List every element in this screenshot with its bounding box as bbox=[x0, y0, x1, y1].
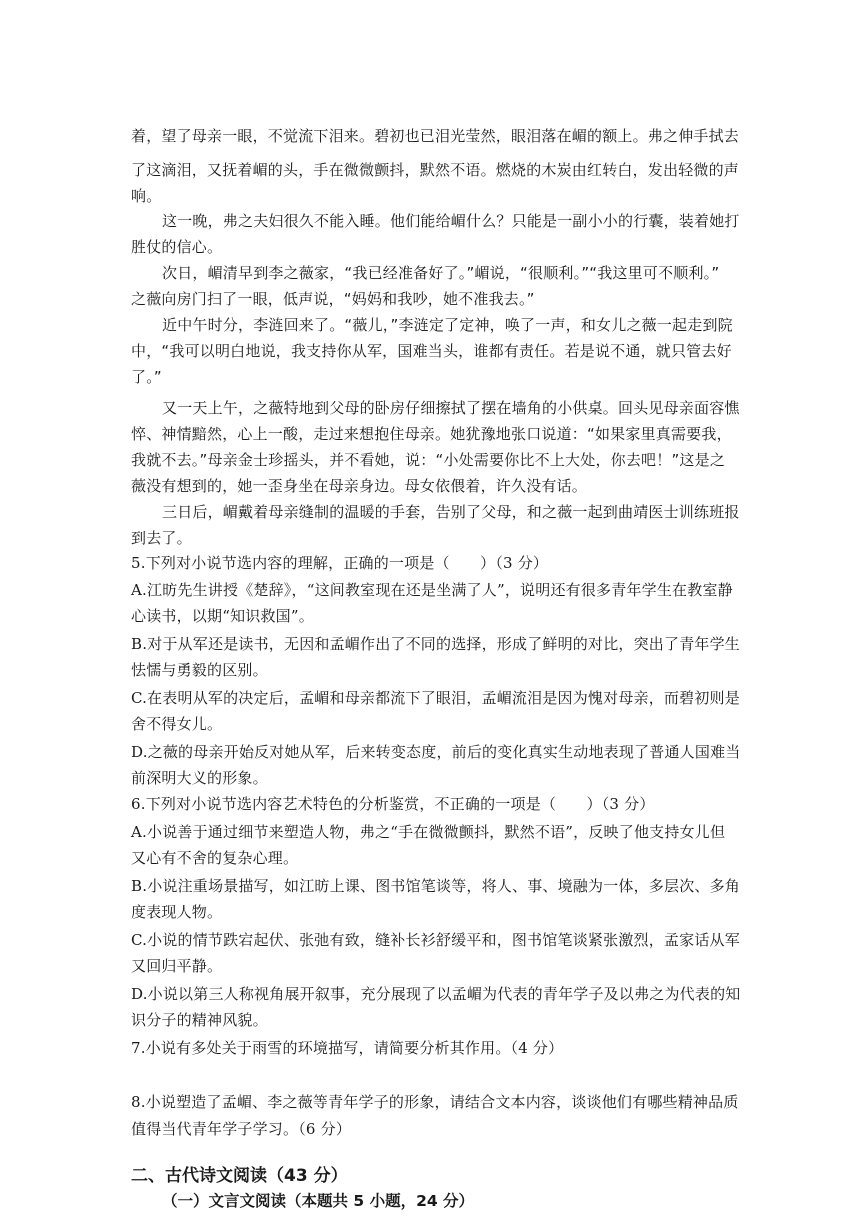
question-7-stem: 7.小说有多处关于雨雪的环境描写，请简要分析其作用。（4 分） bbox=[131, 1039, 564, 1057]
question-line: 值得当代青年学子学习。（6 分） bbox=[131, 1120, 352, 1138]
story-line: 薇没有想到的，她一歪身坐在母亲身边。母女依偎着，许久没有话。 bbox=[131, 477, 588, 495]
story-line: 近中午时分，李涟回来了。“薇儿，”李涟定了定神，唤了一声，和女儿之薇一起走到院 bbox=[162, 316, 733, 334]
story-line: 胜仗的信心。 bbox=[131, 238, 223, 256]
question-line: 又心有不舍的复杂心理。 bbox=[131, 849, 299, 867]
subsection-title: （一）文言文阅读（本题共 5 小题，24 分） bbox=[162, 1192, 475, 1210]
question-line: 又回归平静。 bbox=[131, 957, 223, 975]
question-line: B.对于从军还是读书，无因和孟嵋作出了不同的选择，形成了鲜明的对比，突出了青年学生 bbox=[131, 635, 740, 653]
section-title: 二、古代诗文阅读（43 分） bbox=[131, 1166, 348, 1186]
question-line: C.在表明从军的决定后，孟嵋和母亲都流下了眼泪，孟嵋流泪是因为愧对母亲，而碧初则是 bbox=[131, 689, 740, 707]
question-line: D.之薇的母亲开始反对她从军，后来转变态度，前后的变化真实生动地表现了普通人国难当 bbox=[131, 743, 741, 761]
question-line: 前深明大义的形象。 bbox=[131, 769, 268, 787]
story-line: 了这滴泪，又抚着嵋的头，手在微微颤抖，默然不语。燃烧的木炭由红转白，发出轻微的声 bbox=[131, 161, 740, 179]
story-line: 悴、神情黯然，心上一酸，走过来想抱住母亲。她犹豫地张口说道：“如果家里真需要我， bbox=[131, 425, 732, 443]
question-line: A.江昉先生讲授《楚辞》，“这间教室现在还是坐满了人”，说明还有很多青年学生在教室静 bbox=[131, 581, 733, 599]
story-line: 响。 bbox=[131, 187, 162, 205]
story-line: 我就不去。”母亲金士珍摇头，并不看她，说：“小处需要你比不上大处，你去吧！”这是之 bbox=[131, 451, 726, 469]
question-6-stem: 6.下列对小说节选内容艺术特色的分析鉴赏，不正确的一项是（ ）（3 分） bbox=[131, 795, 655, 813]
story-line: 三日后，嵋戴着母亲缝制的温暖的手套，告别了父母，和之薇一起到曲靖医士训练班报 bbox=[162, 503, 740, 521]
question-line: 怯懦与勇毅的区别。 bbox=[131, 661, 268, 679]
story-line: 又一天上午，之薇特地到父母的卧房仔细擦拭了摆在墙角的小供桌。回头见母亲面容憔 bbox=[162, 399, 740, 417]
question-line: 舍不得女儿。 bbox=[131, 715, 223, 733]
question-line: D.小说以第三人称视角展开叙事，充分展现了以孟嵋为代表的青年学子及以弗之为代表的知 bbox=[131, 985, 741, 1003]
story-line: 了。” bbox=[131, 368, 162, 386]
question-line: B.小说注重场景描写，如江昉上课、图书馆笔谈等，将人、事、境融为一体，多层次、多角 bbox=[131, 877, 740, 895]
question-5-stem: 5.下列对小说节选内容的理解，正确的一项是（ ）（3 分） bbox=[131, 554, 549, 572]
story-line: 到去了。 bbox=[131, 529, 192, 547]
question-line: 心读书，以期“知识救国”。 bbox=[131, 607, 314, 625]
story-line: 着，望了母亲一眼，不觉流下泪来。碧初也已泪光莹然，眼泪落在嵋的额上。弗之伸手拭去 bbox=[131, 127, 740, 145]
story-line: 次日，嵋清早到李之薇家，“我已经准备好了。”嵋说，“很顺利。”“我这里可不顺利。” bbox=[162, 264, 720, 282]
question-line: 度表现人物。 bbox=[131, 903, 223, 921]
story-line: 之薇向房门扫了一眼，低声说，“妈妈和我吵，她不准我去。” bbox=[131, 290, 535, 308]
question-8-stem: 8.小说塑造了孟嵋、李之薇等青年学子的形象，请结合文本内容，谈谈他们有哪些精神品质 bbox=[131, 1093, 739, 1111]
story-line: 这一晚，弗之夫妇很久不能入睡。他们能给嵋什么？只能是一副小小的行囊，装着她打 bbox=[162, 212, 740, 230]
question-line: A.小说善于通过细节来塑造人物，弗之“手在微微颤抖，默然不语”，反映了他支持女儿但 bbox=[131, 823, 726, 841]
question-line: C.小说的情节跌宕起伏、张弛有致，缝补长衫舒缓平和，图书馆笔谈紧张激烈，孟家话从军 bbox=[131, 931, 740, 949]
story-line: 中，“我可以明白地说，我支持你从军，国难当头，谁都有责任。若是说不通，就只管去好 bbox=[131, 342, 732, 360]
question-line: 识分子的精神风貌。 bbox=[131, 1011, 268, 1029]
